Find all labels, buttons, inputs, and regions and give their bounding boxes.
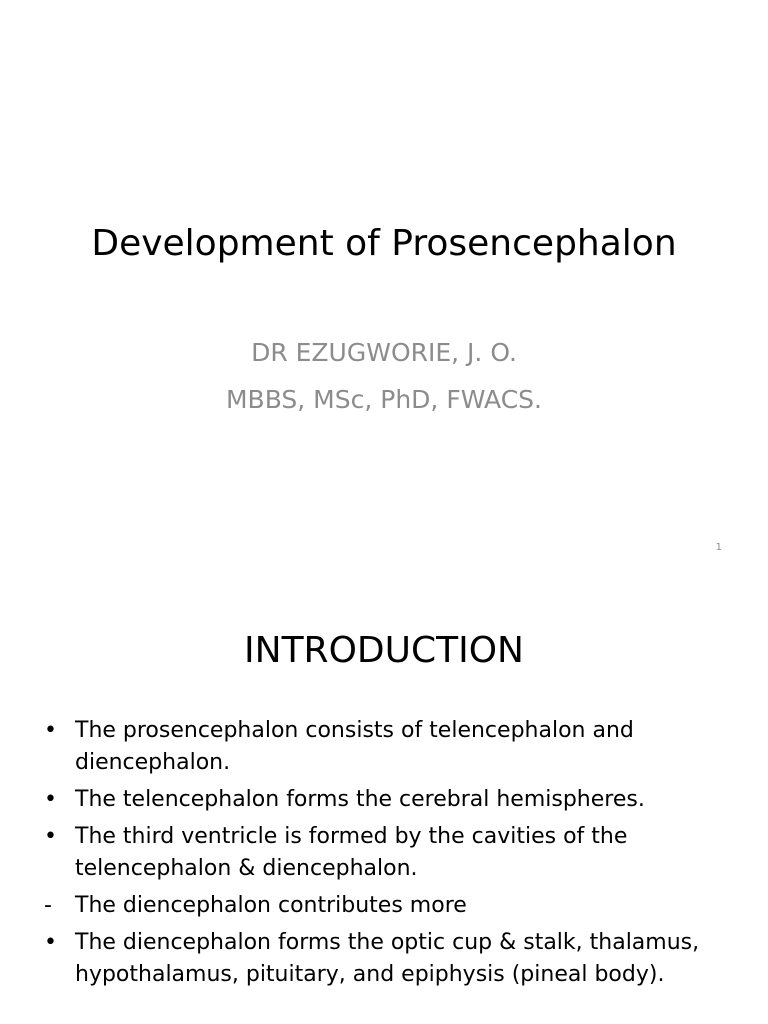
bullet-marker: •: [44, 824, 57, 849]
dash-marker: -: [44, 893, 52, 918]
bullet-text: The prosencephalon consists of telencephalon and diencephalon.: [75, 718, 634, 775]
bullet-marker: •: [44, 718, 57, 743]
list-item: [44, 715, 744, 779]
page-number: 1: [715, 542, 722, 553]
introduction-slide: [0, 576, 768, 1024]
bullet-list: [44, 715, 744, 996]
list-item: [44, 821, 744, 885]
slide-subtitle: [0, 334, 768, 428]
list-item: [44, 927, 744, 991]
slide-title: Development of Prosencephalon: [91, 223, 677, 264]
bullet-text: The third ventricle is formed by the cavities of the telencephalon & diencephalon.: [75, 824, 628, 881]
list-item: [44, 890, 744, 922]
bullet-marker: •: [44, 930, 57, 955]
slide-heading: INTRODUCTION: [244, 630, 524, 671]
bullet-marker: •: [44, 787, 57, 812]
author-credentials: MBBS, MSc, PhD, FWACS.: [225, 385, 542, 414]
author-name: DR EZUGWORIE, J. O.: [251, 338, 517, 367]
list-item: [44, 784, 744, 816]
bullet-text: The diencephalon contributes more: [75, 893, 467, 918]
bullet-text: The telencephalon forms the cerebral hemispheres.: [75, 787, 645, 812]
bullet-text: The diencephalon forms the optic cup & stalk, thalamus, hypothalamus, pituitary, and epiphysis (pineal body).: [75, 930, 700, 987]
